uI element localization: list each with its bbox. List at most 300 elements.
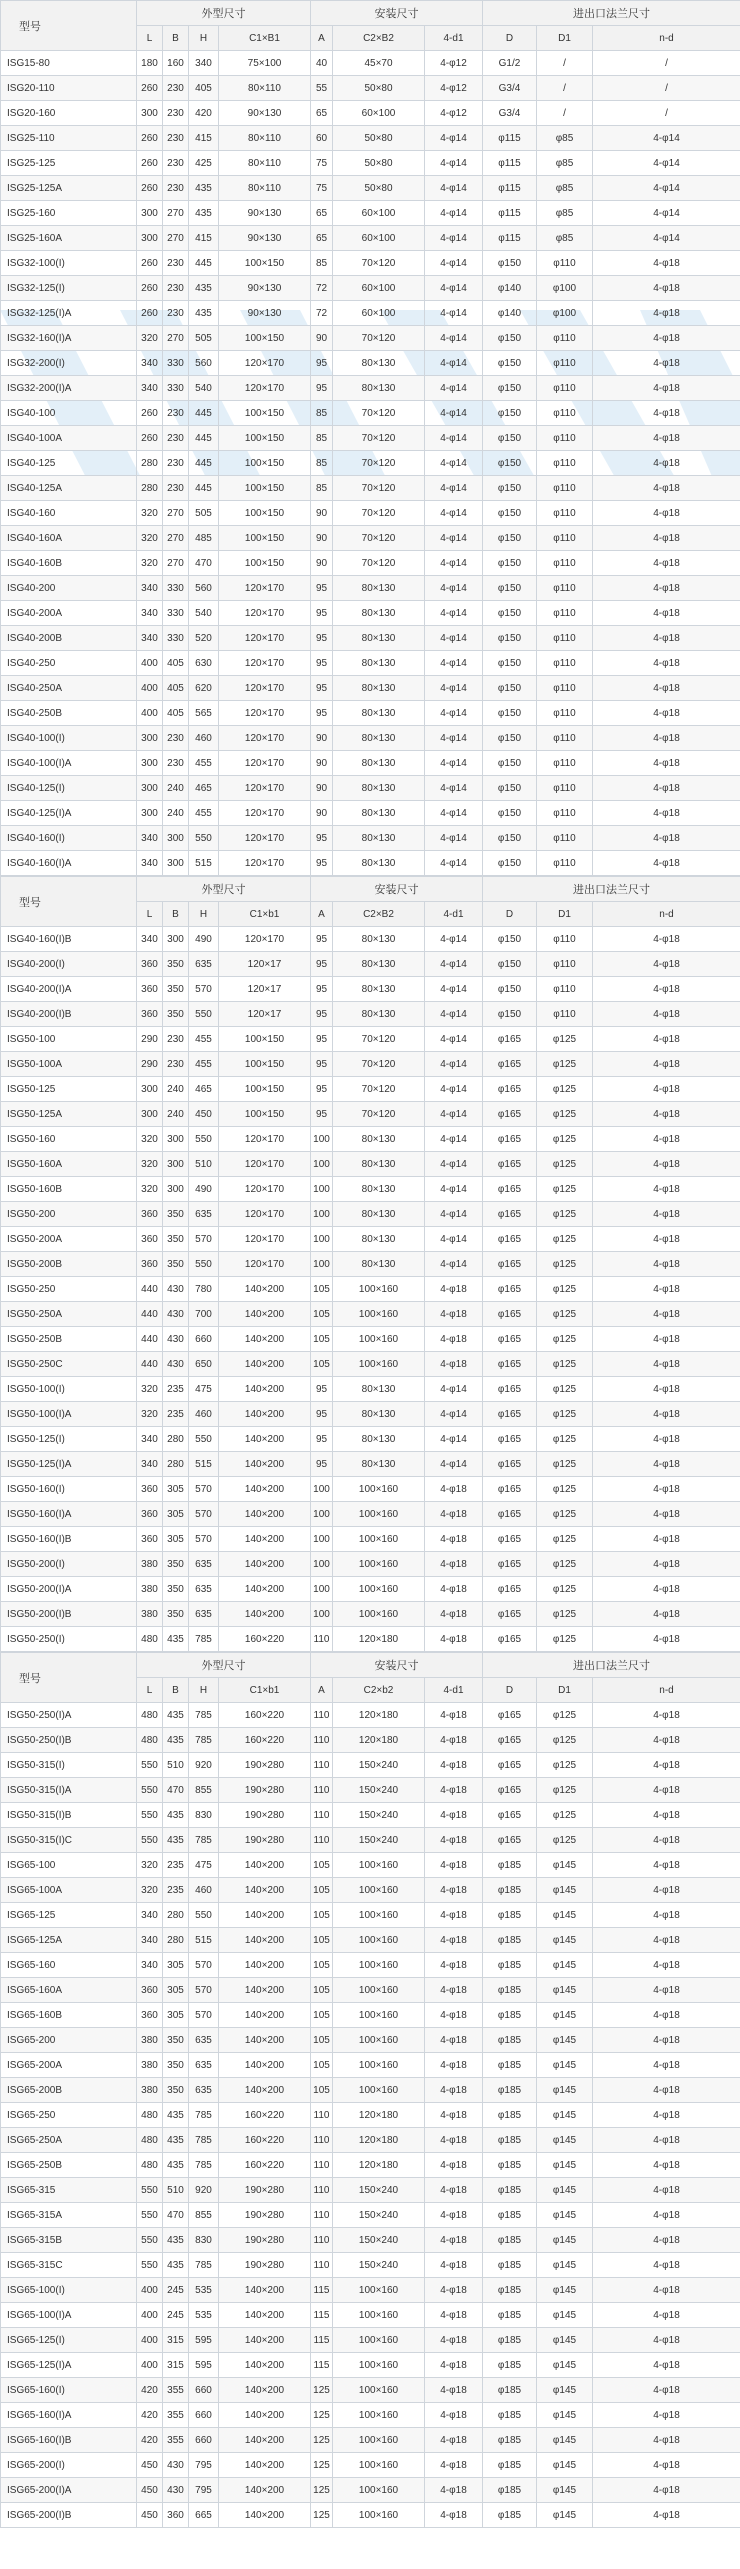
data-cell: 4-φ14	[425, 1102, 483, 1127]
data-cell: 140×200	[219, 1602, 311, 1627]
table-row	[1, 476, 740, 501]
data-cell: 70×120	[333, 401, 425, 426]
model-cell: ISG65-100	[1, 1853, 137, 1878]
data-cell: 425	[189, 151, 219, 176]
data-cell: 120×170	[219, 826, 311, 851]
data-cell: 550	[137, 2228, 163, 2253]
data-cell: 100×160	[333, 1352, 425, 1377]
data-cell: φ125	[537, 1427, 593, 1452]
data-cell: 320	[137, 1152, 163, 1177]
data-cell: 4-φ14	[425, 927, 483, 952]
data-cell: 4-φ18	[425, 2228, 483, 2253]
data-cell: 305	[163, 1953, 189, 1978]
data-cell: 660	[189, 2403, 219, 2428]
data-cell: 140×200	[219, 1502, 311, 1527]
data-cell: 4-φ14	[593, 151, 740, 176]
model-cell: ISG65-315C	[1, 2253, 137, 2278]
data-cell: φ165	[483, 1152, 537, 1177]
data-cell: 115	[311, 2278, 333, 2303]
data-cell: 50×80	[333, 151, 425, 176]
spec-table-2	[0, 876, 740, 1652]
data-cell: 550	[137, 1753, 163, 1778]
data-cell: φ185	[483, 2153, 537, 2178]
data-cell: 100×160	[333, 1527, 425, 1552]
data-cell: 230	[163, 726, 189, 751]
data-cell: 565	[189, 701, 219, 726]
data-cell: 150×240	[333, 1778, 425, 1803]
data-cell: 460	[189, 1878, 219, 1903]
data-cell: φ185	[483, 1878, 537, 1903]
data-cell: 340	[137, 376, 163, 401]
data-cell: 110	[311, 1778, 333, 1803]
data-cell: 120×170	[219, 726, 311, 751]
data-cell: 90	[311, 726, 333, 751]
data-cell: 4-φ18	[593, 1102, 740, 1127]
model-cell: ISG65-160(I)B	[1, 2428, 137, 2453]
data-cell: 855	[189, 1778, 219, 1803]
data-cell: 795	[189, 2453, 219, 2478]
data-cell: 160	[163, 51, 189, 76]
data-cell: φ125	[537, 1477, 593, 1502]
data-cell: 140×200	[219, 2478, 311, 2503]
data-cell: 120×170	[219, 1127, 311, 1152]
data-cell: 400	[137, 2278, 163, 2303]
data-cell: 80×130	[333, 676, 425, 701]
model-cell: ISG65-315B	[1, 2228, 137, 2253]
data-cell: 4-φ14	[425, 851, 483, 876]
table-row	[1, 2103, 740, 2128]
data-cell: 85	[311, 251, 333, 276]
data-cell: 90	[311, 551, 333, 576]
data-cell: φ125	[537, 1252, 593, 1277]
data-cell: 300	[163, 927, 189, 952]
data-cell: 105	[311, 2053, 333, 2078]
data-cell: 415	[189, 126, 219, 151]
data-cell: 100×160	[333, 1302, 425, 1327]
data-cell: φ185	[483, 2028, 537, 2053]
data-cell: 90	[311, 326, 333, 351]
data-cell: 240	[163, 1077, 189, 1102]
data-cell: 4-φ18	[593, 851, 740, 876]
data-cell: φ150	[483, 826, 537, 851]
data-cell: 570	[189, 1527, 219, 1552]
data-cell: φ165	[483, 1828, 537, 1853]
data-cell: 120×170	[219, 351, 311, 376]
model-cell: ISG50-315(I)B	[1, 1803, 137, 1828]
data-cell: φ165	[483, 1302, 537, 1327]
data-cell: 100×150	[219, 476, 311, 501]
data-cell: 350	[163, 2053, 189, 2078]
data-cell: 4-φ18	[593, 376, 740, 401]
data-cell: φ150	[483, 251, 537, 276]
model-cell: ISG65-200(I)	[1, 2453, 137, 2478]
model-header: 型号	[1, 877, 137, 927]
data-cell: 340	[137, 351, 163, 376]
data-cell: 440	[137, 1352, 163, 1377]
data-cell: φ185	[483, 2253, 537, 2278]
data-cell: φ165	[483, 1027, 537, 1052]
data-cell: 100×150	[219, 501, 311, 526]
model-cell: ISG40-160	[1, 501, 137, 526]
model-cell: ISG40-160B	[1, 551, 137, 576]
data-cell: 4-φ18	[425, 2378, 483, 2403]
data-cell: 480	[137, 2103, 163, 2128]
data-cell: 475	[189, 1853, 219, 1878]
data-cell: φ125	[537, 1152, 593, 1177]
data-cell: 4-φ18	[593, 2503, 740, 2528]
data-cell: 4-φ18	[593, 626, 740, 651]
data-cell: 4-φ14	[425, 576, 483, 601]
data-cell: 570	[189, 1978, 219, 2003]
data-cell: φ125	[537, 1302, 593, 1327]
data-cell: 4-φ18	[593, 526, 740, 551]
data-cell: 120×170	[219, 1202, 311, 1227]
data-cell: 260	[137, 151, 163, 176]
data-cell: 230	[163, 1052, 189, 1077]
data-cell: 4-φ18	[593, 1027, 740, 1052]
table-row	[1, 201, 740, 226]
data-cell: 120×170	[219, 676, 311, 701]
data-cell: 4-φ18	[425, 1477, 483, 1502]
data-cell: 4-φ14	[593, 176, 740, 201]
data-cell: 140×200	[219, 1352, 311, 1377]
data-cell: 190×280	[219, 2178, 311, 2203]
data-cell: 4-φ18	[593, 1077, 740, 1102]
data-cell: 360	[137, 977, 163, 1002]
data-cell: 80×130	[333, 351, 425, 376]
data-cell: 4-φ18	[593, 1427, 740, 1452]
data-cell: φ110	[537, 776, 593, 801]
model-cell: ISG50-160(I)B	[1, 1527, 137, 1552]
data-cell: 120×170	[219, 651, 311, 676]
data-cell: 140×200	[219, 2278, 311, 2303]
data-cell: 95	[311, 1002, 333, 1027]
data-cell: 480	[137, 1728, 163, 1753]
model-cell: ISG65-100A	[1, 1878, 137, 1903]
data-cell: 785	[189, 2253, 219, 2278]
data-cell: 4-φ14	[425, 526, 483, 551]
data-cell: 4-φ12	[425, 76, 483, 101]
table-row	[1, 1277, 740, 1302]
data-cell: 435	[163, 2253, 189, 2278]
data-cell: 4-φ18	[593, 1052, 740, 1077]
data-cell: 550	[189, 1427, 219, 1452]
data-cell: 570	[189, 1477, 219, 1502]
data-cell: 140×200	[219, 1577, 311, 1602]
data-cell: φ185	[483, 2503, 537, 2528]
data-cell: 380	[137, 2028, 163, 2053]
data-cell: 320	[137, 326, 163, 351]
model-cell: ISG25-125A	[1, 176, 137, 201]
data-cell: φ125	[537, 1227, 593, 1252]
model-cell: ISG40-125	[1, 451, 137, 476]
table-row	[1, 501, 740, 526]
column-header: C2×B2	[333, 26, 425, 51]
table-row	[1, 676, 740, 701]
data-cell: 785	[189, 2128, 219, 2153]
data-cell: 70×120	[333, 1077, 425, 1102]
data-cell: 4-φ14	[425, 501, 483, 526]
data-cell: 105	[311, 1878, 333, 1903]
data-cell: 70×120	[333, 251, 425, 276]
data-cell: φ165	[483, 1177, 537, 1202]
data-cell: φ165	[483, 1778, 537, 1803]
table-row	[1, 2253, 740, 2278]
data-cell: 570	[189, 1502, 219, 1527]
data-cell: φ85	[537, 176, 593, 201]
table-row	[1, 1377, 740, 1402]
data-cell: φ150	[483, 851, 537, 876]
data-cell: 340	[137, 826, 163, 851]
data-cell: 4-φ14	[425, 201, 483, 226]
data-cell: 230	[163, 251, 189, 276]
data-cell: 115	[311, 2353, 333, 2378]
data-cell: φ110	[537, 851, 593, 876]
data-cell: 80×130	[333, 1177, 425, 1202]
data-cell: 515	[189, 1928, 219, 1953]
data-cell: 125	[311, 2453, 333, 2478]
table-row	[1, 2203, 740, 2228]
data-cell: φ125	[537, 1602, 593, 1627]
data-cell: 270	[163, 201, 189, 226]
data-cell: φ125	[537, 1402, 593, 1427]
data-cell: 435	[163, 2103, 189, 2128]
data-cell: 4-φ14	[425, 176, 483, 201]
data-cell: G1/2	[483, 51, 537, 76]
data-cell: 4-φ18	[425, 2103, 483, 2128]
data-cell: 60×100	[333, 276, 425, 301]
data-cell: 300	[163, 851, 189, 876]
data-cell: 540	[189, 601, 219, 626]
data-cell: φ165	[483, 1803, 537, 1828]
data-cell: 140×200	[219, 1277, 311, 1302]
table-row	[1, 526, 740, 551]
data-cell: 855	[189, 2203, 219, 2228]
data-cell: 4-φ14	[425, 726, 483, 751]
data-cell: 4-φ18	[593, 2328, 740, 2353]
data-cell: 4-φ18	[593, 2078, 740, 2103]
data-cell: 475	[189, 1377, 219, 1402]
column-header: D1	[537, 902, 593, 927]
data-cell: φ150	[483, 476, 537, 501]
data-cell: 465	[189, 1077, 219, 1102]
column-header: A	[311, 26, 333, 51]
data-cell: 190×280	[219, 2203, 311, 2228]
data-cell: 4-φ12	[425, 51, 483, 76]
data-cell: φ110	[537, 826, 593, 851]
data-cell: 50×80	[333, 126, 425, 151]
data-cell: 95	[311, 1077, 333, 1102]
data-cell: 140×200	[219, 2328, 311, 2353]
model-cell: ISG65-200B	[1, 2078, 137, 2103]
data-cell: 515	[189, 851, 219, 876]
table-row	[1, 2503, 740, 2528]
data-cell: 140×200	[219, 2453, 311, 2478]
data-cell: 4-φ18	[593, 2378, 740, 2403]
data-cell: 435	[189, 301, 219, 326]
data-cell: 380	[137, 2078, 163, 2103]
data-cell: 105	[311, 2078, 333, 2103]
data-cell: φ140	[483, 301, 537, 326]
data-cell: 230	[163, 751, 189, 776]
model-cell: ISG65-200(I)B	[1, 2503, 137, 2528]
data-cell: 505	[189, 501, 219, 526]
data-cell: 4-φ18	[593, 1627, 740, 1652]
table-row	[1, 1703, 740, 1728]
data-cell: 4-φ14	[425, 952, 483, 977]
data-cell: 75×100	[219, 51, 311, 76]
data-cell: φ165	[483, 1452, 537, 1477]
data-cell: 430	[163, 1352, 189, 1377]
data-cell: 360	[137, 1477, 163, 1502]
data-cell: φ125	[537, 1828, 593, 1853]
data-cell: φ115	[483, 201, 537, 226]
data-cell: 140×200	[219, 2303, 311, 2328]
data-cell: 4-φ18	[593, 301, 740, 326]
data-cell: 80×130	[333, 751, 425, 776]
data-cell: 350	[163, 977, 189, 1002]
model-cell: ISG50-125	[1, 1077, 137, 1102]
data-cell: 4-φ14	[425, 401, 483, 426]
data-cell: 100×160	[333, 2278, 425, 2303]
data-cell: φ185	[483, 2453, 537, 2478]
data-cell: 4-φ18	[425, 2328, 483, 2353]
data-cell: 4-φ14	[425, 326, 483, 351]
column-header: D	[483, 902, 537, 927]
data-cell: φ145	[537, 2353, 593, 2378]
data-cell: 105	[311, 1978, 333, 2003]
data-cell: 4-φ18	[593, 1327, 740, 1352]
data-cell: 95	[311, 1052, 333, 1077]
model-cell: ISG40-160(I)	[1, 826, 137, 851]
data-cell: 4-φ18	[593, 1978, 740, 2003]
data-cell: 300	[137, 726, 163, 751]
data-cell: 140×200	[219, 1377, 311, 1402]
data-cell: φ165	[483, 1703, 537, 1728]
data-cell: 400	[137, 2303, 163, 2328]
data-cell: φ125	[537, 1052, 593, 1077]
data-cell: 280	[137, 476, 163, 501]
table-row	[1, 1302, 740, 1327]
data-cell: 4-φ14	[425, 451, 483, 476]
table-row	[1, 1728, 740, 1753]
data-cell: φ125	[537, 1778, 593, 1803]
model-cell: ISG50-100(I)	[1, 1377, 137, 1402]
group-header: 进出口法兰尺寸	[483, 1653, 740, 1678]
data-cell: φ150	[483, 501, 537, 526]
data-cell: φ115	[483, 226, 537, 251]
data-cell: 140×200	[219, 2428, 311, 2453]
data-cell: 85	[311, 426, 333, 451]
data-cell: 100×160	[333, 2053, 425, 2078]
data-cell: 635	[189, 952, 219, 977]
data-cell: 4-φ18	[593, 952, 740, 977]
data-cell: 650	[189, 1352, 219, 1377]
data-cell: 405	[189, 76, 219, 101]
data-cell: φ125	[537, 1552, 593, 1577]
data-cell: φ125	[537, 1627, 593, 1652]
data-cell: 435	[163, 1828, 189, 1853]
data-cell: 70×120	[333, 501, 425, 526]
data-cell: 80×130	[333, 1427, 425, 1452]
data-cell: 4-φ18	[425, 1277, 483, 1302]
data-cell: 4-φ18	[425, 2478, 483, 2503]
column-header: L	[137, 1678, 163, 1703]
data-cell: 110	[311, 2253, 333, 2278]
data-cell: 405	[163, 676, 189, 701]
data-cell: φ125	[537, 1728, 593, 1753]
data-cell: φ85	[537, 126, 593, 151]
data-cell: φ145	[537, 2478, 593, 2503]
data-cell: 490	[189, 927, 219, 952]
data-cell: 80×130	[333, 1152, 425, 1177]
data-cell: 350	[163, 1002, 189, 1027]
model-cell: ISG32-100(I)	[1, 251, 137, 276]
data-cell: 140×200	[219, 1477, 311, 1502]
data-cell: 4-φ18	[593, 1552, 740, 1577]
data-cell: 140×200	[219, 1527, 311, 1552]
data-cell: 4-φ18	[593, 551, 740, 576]
data-cell: 350	[163, 1202, 189, 1227]
column-header: C1×b1	[219, 1678, 311, 1703]
data-cell: 4-φ18	[593, 1728, 740, 1753]
data-cell: 100×160	[333, 1878, 425, 1903]
data-cell: 350	[163, 2078, 189, 2103]
data-cell: φ165	[483, 1227, 537, 1252]
data-cell: 785	[189, 1627, 219, 1652]
data-cell: 100×160	[333, 2028, 425, 2053]
data-cell: φ150	[483, 701, 537, 726]
data-cell: 4-φ18	[593, 1177, 740, 1202]
data-cell: 65	[311, 101, 333, 126]
data-cell: 100	[311, 1527, 333, 1552]
model-cell: ISG65-315A	[1, 2203, 137, 2228]
data-cell: 450	[137, 2453, 163, 2478]
data-cell: φ110	[537, 526, 593, 551]
data-cell: 455	[189, 1052, 219, 1077]
data-cell: 80×130	[333, 851, 425, 876]
data-cell: 4-φ18	[593, 276, 740, 301]
data-cell: 100×160	[333, 2428, 425, 2453]
table-row	[1, 376, 740, 401]
data-cell: 4-φ18	[593, 1527, 740, 1552]
group-header: 外型尺寸	[137, 877, 311, 902]
data-cell: 4-φ18	[425, 1903, 483, 1928]
data-cell: 100×160	[333, 2303, 425, 2328]
table-row	[1, 2003, 740, 2028]
data-cell: 100	[311, 1152, 333, 1177]
data-cell: 150×240	[333, 1753, 425, 1778]
data-cell: 4-φ18	[593, 1127, 740, 1152]
data-cell: φ165	[483, 1102, 537, 1127]
data-cell: 160×220	[219, 1627, 311, 1652]
model-cell: ISG50-250	[1, 1277, 137, 1302]
data-cell: 105	[311, 1953, 333, 1978]
data-cell: φ165	[483, 1552, 537, 1577]
data-cell: 190×280	[219, 1828, 311, 1853]
data-cell: 100×160	[333, 2478, 425, 2503]
data-cell: 240	[163, 801, 189, 826]
model-cell: ISG50-160B	[1, 1177, 137, 1202]
data-cell: 110	[311, 2228, 333, 2253]
data-cell: 120×170	[219, 927, 311, 952]
data-cell: φ185	[483, 2278, 537, 2303]
data-cell: 480	[137, 1703, 163, 1728]
table-row	[1, 251, 740, 276]
data-cell: 330	[163, 576, 189, 601]
data-cell: 4-φ18	[593, 2278, 740, 2303]
data-cell: φ115	[483, 176, 537, 201]
